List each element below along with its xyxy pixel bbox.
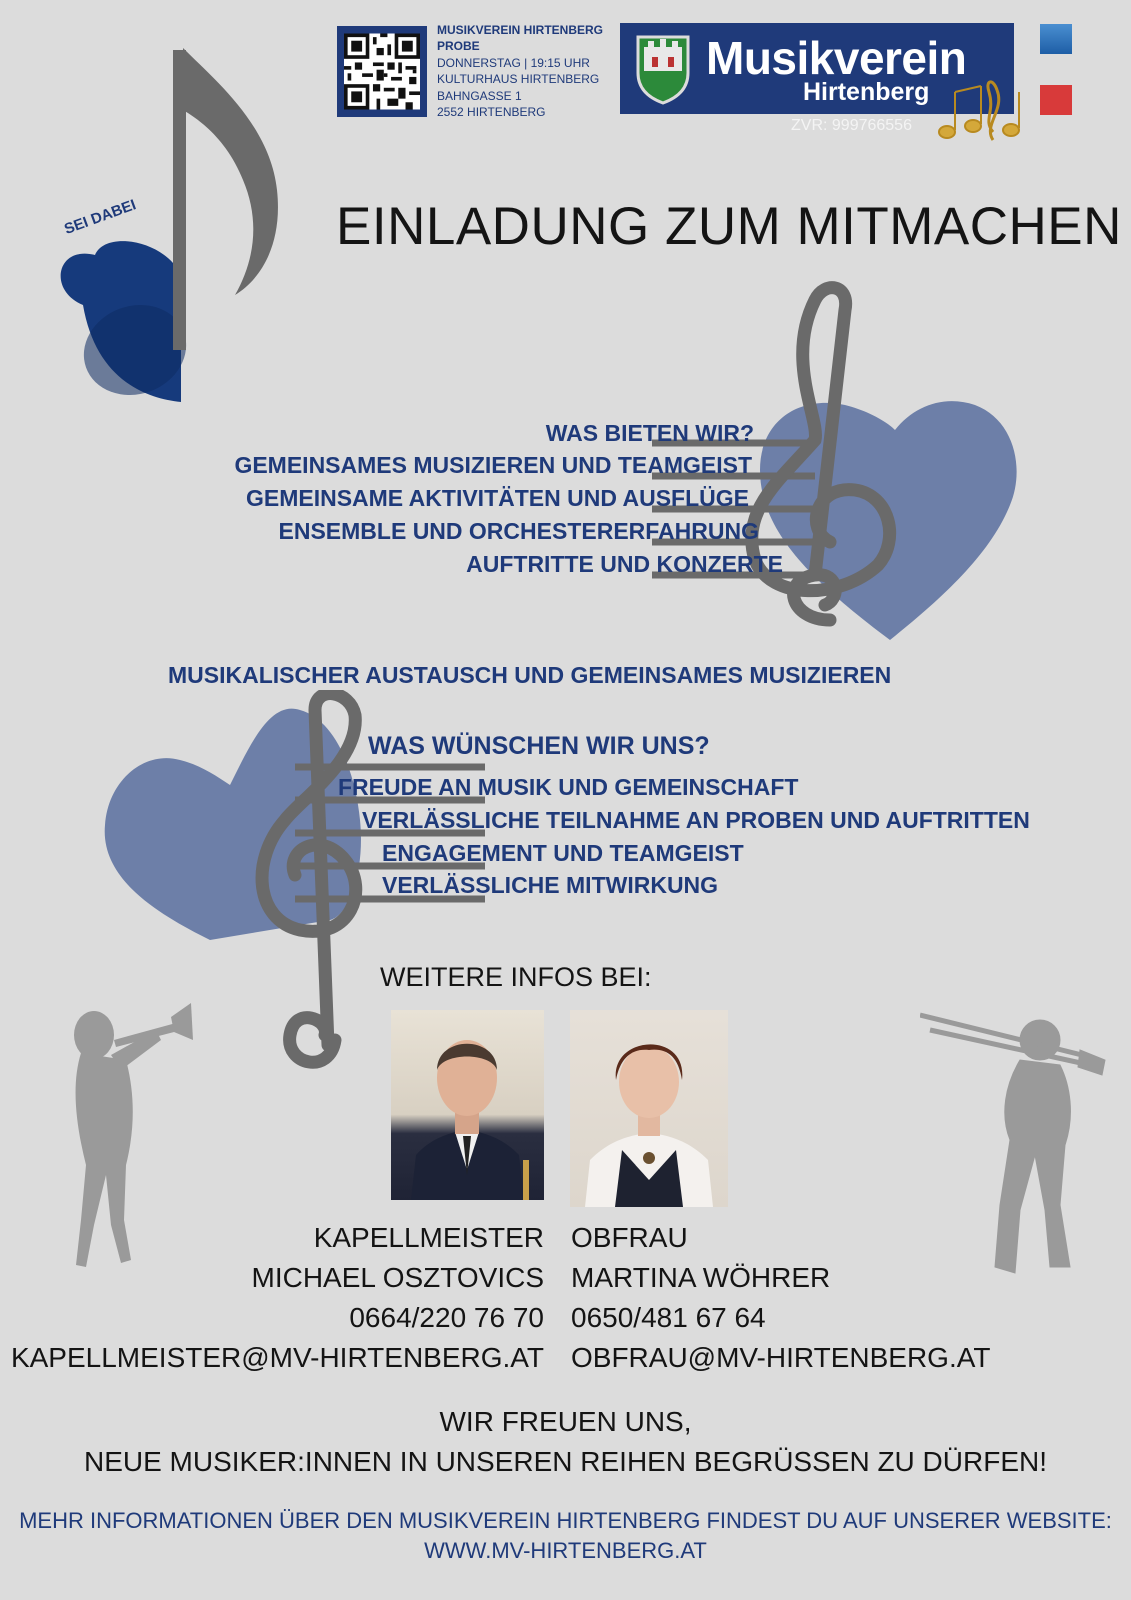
- page-title: EINLADUNG ZUM MITMACHEN: [336, 197, 1122, 256]
- contact-kapellmeister: [11, 1218, 544, 1378]
- exchange-tagline: MUSIKALISCHER AUSTAUSCH UND GEMEINSAMES MUSIZIEREN: [168, 662, 892, 688]
- offer-item: GEMEINSAME AKTIVITÄTEN UND AUSFLÜGE: [245, 485, 749, 511]
- zvr-number: ZVR: 999766556: [791, 117, 912, 134]
- wish-item: VERLÄSSLICHE MITWIRKUNG: [382, 872, 719, 898]
- offer-heading: WAS BIETEN WIR?: [545, 420, 754, 446]
- probe-line-org: MUSIKVEREIN HIRTENBERG: [437, 23, 604, 37]
- qr-code[interactable]: [337, 26, 427, 117]
- probe-line-street: BAHNGASSE 1: [437, 88, 522, 103]
- contact-name: MARTINA WÖHRER: [571, 1262, 831, 1293]
- probe-line-time: DONNERSTAG | 19:15 UHR: [437, 55, 590, 70]
- closing-message: [0, 1402, 1131, 1482]
- offer-item: GEMEINSAMES MUSIZIEREN UND TEAMGEIST: [234, 452, 752, 478]
- logo-subtitle: Hirtenberg: [803, 78, 930, 106]
- coat-of-arms-icon: [634, 33, 692, 105]
- qr-code-icon: [344, 33, 420, 110]
- offer-item: ENSEMBLE UND ORCHESTERERFAHRUNG: [278, 518, 759, 544]
- golden-notes-icon: [935, 70, 1030, 145]
- probe-line-city: 2552 HIRTENBERG: [437, 105, 546, 120]
- website-link[interactable]: WWW.MV-HIRTENBERG.AT: [424, 1538, 707, 1563]
- contact-phone[interactable]: 0664/220 76 70: [349, 1302, 544, 1333]
- contact-role: OBFRAU: [571, 1222, 688, 1253]
- portrait-woman-icon: [570, 1010, 728, 1207]
- flag-red-icon: [1040, 85, 1072, 115]
- photo-kapellmeister: [391, 1010, 544, 1200]
- logo-title: Musikverein: [706, 32, 967, 84]
- wish-item: FREUDE AN MUSIK UND GEMEINSCHAFT: [338, 774, 799, 800]
- website-text: MEHR INFORMATIONEN ÜBER DEN MUSIKVEREIN HIRTENBERG FINDEST DU AUF UNSERER WEBSITE:: [19, 1508, 1112, 1533]
- contact-email[interactable]: OBFRAU@MV-HIRTENBERG.AT: [571, 1342, 991, 1373]
- probe-line-label: PROBE: [437, 39, 480, 54]
- wish-heading: WAS WÜNSCHEN WIR UNS?: [368, 732, 710, 760]
- contact-email[interactable]: KAPELLMEISTER@MV-HIRTENBERG.AT: [10, 1342, 544, 1373]
- flag-blue-icon: [1040, 24, 1072, 54]
- portrait-man-icon: [391, 1010, 544, 1200]
- closing-line-2: NEUE MUSIKER:INNEN IN UNSEREN REIHEN BEGRÜSSEN ZU DÜRFEN!: [83, 1446, 1047, 1477]
- rehearsal-info: [437, 22, 603, 120]
- probe-line-venue: KULTURHAUS HIRTENBERG: [437, 72, 600, 87]
- closing-line-1: WIR FREUEN UNS,: [439, 1406, 692, 1437]
- more-info-label: WEITERE INFOS BEI:: [380, 962, 652, 992]
- contact-phone[interactable]: 0650/481 67 64: [571, 1302, 766, 1333]
- sei-dabei-badge: SEI DABEI: [62, 196, 139, 238]
- contact-name: MICHAEL OSZTOVICS: [251, 1262, 544, 1293]
- contact-role: KAPELLMEISTER: [313, 1222, 544, 1253]
- wish-item: VERLÄSSLICHE TEILNAHME AN PROBEN UND AUFTRITTEN: [362, 807, 1030, 833]
- contact-obfrau: [571, 1218, 990, 1378]
- wish-item: ENGAGEMENT UND TEAMGEIST: [382, 840, 744, 866]
- website-info: [0, 1506, 1131, 1566]
- offer-item: AUFTRITTE UND KONZERTE: [466, 551, 783, 577]
- photo-obfrau: [570, 1010, 728, 1207]
